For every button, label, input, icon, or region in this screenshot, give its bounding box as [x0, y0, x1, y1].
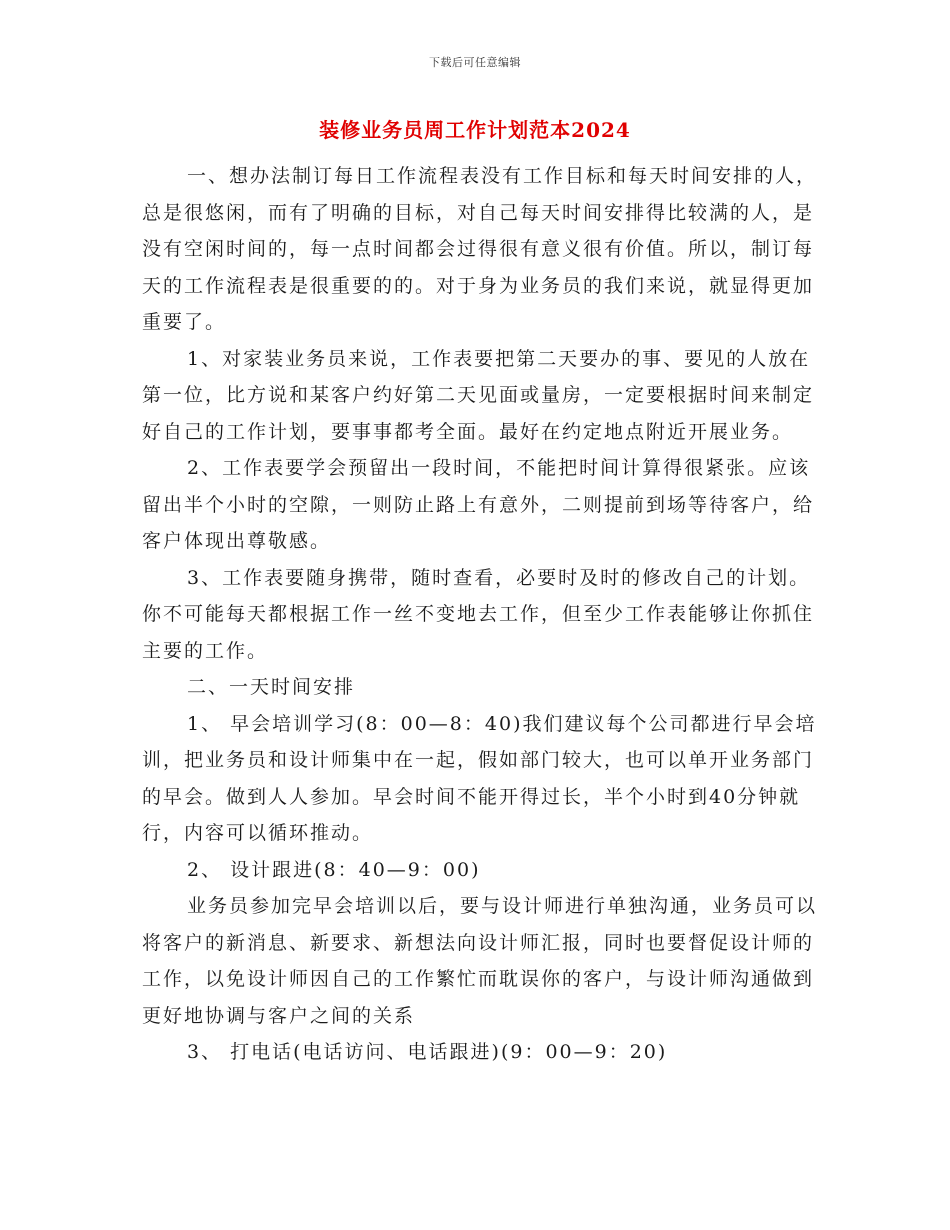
- section-heading-schedule: 二、一天时间安排: [187, 676, 356, 698]
- document-title: 装修业务员周工作计划范本2024: [319, 118, 631, 142]
- paragraph-schedule-1: 1、 早会培训学习(8：00—8：40)我们建议每个公司都进行早会培训，把业务员和设计师集中在一起，假如部门较大，也可以单开业务部门的早会。做到人人参加。早会时间不能开得过长，半个小时到40分钟就行，内容可以循环推动。: [142, 712, 817, 844]
- paragraph-schedule-3-heading: 3、 打电话(电话访问、电话跟进)(9：00—9：20): [187, 1041, 668, 1063]
- paragraph-point-3: 3、工作表要随身携带，随时查看，必要时及时的修改自己的计划。你不可能每天都根据工作一丝不变地去工作，但至少工作表能够让你抓住主要的工作。: [142, 566, 815, 662]
- paragraph-schedule-2-body: 业务员参加完早会培训以后，要与设计师进行单独沟通，业务员可以将客户的新消息、新要求、新想法向设计师汇报，同时也要督促设计师的工作，以免设计师因自己的工作繁忙而耽误你的客户，与设计师沟通做到更好地协调与客户之间的关系: [142, 895, 818, 1027]
- header-note: 下载后可任意编辑: [429, 56, 521, 69]
- document-body: [142, 158, 822, 1071]
- paragraph-schedule-2-heading: 2、 设计跟进(8：40—9：00): [187, 858, 481, 881]
- paragraph-point-2: 2、工作表要学会预留出一段时间，不能把时间计算得很紧张。应该留出半个小时的空隙，一则防止路上有意外，二则提前到场等待客户，给客户体现出尊敬感。: [142, 457, 815, 552]
- paragraph-intro: 一、想办法制订每日工作流程表没有工作目标和每天时间安排的人，总是很悠闲，而有了明确的目标，对自己每天时间安排得比较满的人，是没有空闲时间的，每一点时间都会过得很有意义很有价值。所以，制订每天的工作流程表是很重要的的。对于身为业务员的我们来说，就显得更加重要了。: [142, 165, 818, 333]
- paragraph-point-1: 1、对家装业务员来说，工作表要把第二天要办的事、要见的人放在第一位，比方说和某客户约好第二天见面或量房，一定要根据时间来制定好自己的工作计划，要事事都考全面。最好在约定地点附近开展业务。: [142, 347, 815, 443]
